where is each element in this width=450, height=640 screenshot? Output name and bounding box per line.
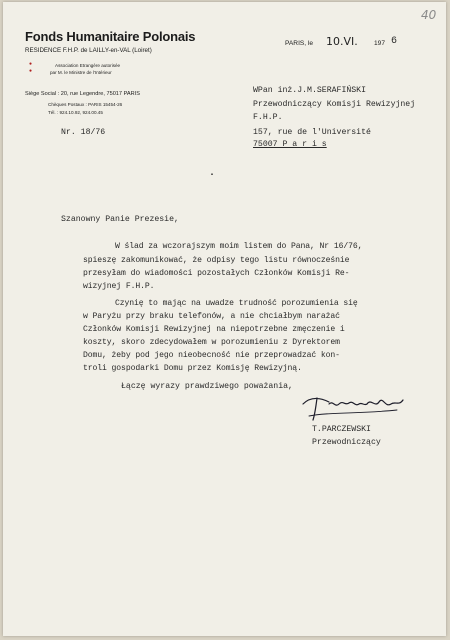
body-line: w Paryżu przy braku telefonów, a nie chciałbym narażać xyxy=(83,312,340,321)
date-year-digit: 6 xyxy=(391,36,398,47)
body-line: Czynię to mając na uwadze trudność porozumienia się xyxy=(115,299,358,308)
body-line: wizyjnej F.H.P. xyxy=(83,282,155,291)
recipient-line-2: Przewodniczący Komisji Rewizyjnej xyxy=(253,100,416,109)
signature xyxy=(299,392,409,422)
body-line: W ślad za wczorajszym moim listem do Pana, Nr 16/76, xyxy=(115,242,363,251)
date-year-prefix: 197 xyxy=(374,40,386,47)
recipient-line-1: WPan inż.J.M.SERAFIŃSKI xyxy=(253,86,367,95)
bullet-icon: ● xyxy=(29,62,33,67)
body-line: Członków Komisji Rewizyjnej na niepotrzebne zmęczenie i xyxy=(83,325,345,334)
signer-name: T.PARCZEWSKI xyxy=(312,425,371,434)
body-line: spieszę zakomunikować, że odpisy tego listu równocześnie xyxy=(83,256,350,265)
closing: Łączę wyrazy prawdziwego poważania, xyxy=(121,382,293,391)
cheques-postaux: Chèques Postaux : PARIS 15454-26 xyxy=(48,102,123,107)
reference-number: Nr. 18/76 xyxy=(61,128,106,137)
bullet-icon: ● xyxy=(29,69,33,74)
recipient-line-5: 75007 P a r i s xyxy=(253,140,327,149)
date-day: 10.VI. xyxy=(326,35,358,48)
body-line: Domu, żeby pod jego nieobecność nie przeprowadzać kon- xyxy=(83,351,340,360)
siege-social: Siège Social : 20, rue Legendre, 75017 PARIS xyxy=(25,91,140,97)
recipient-line-3: F.H.P. xyxy=(253,113,283,122)
residence-line: RESIDENCE F.H.P. de LAILLY-en-VAL (Loiret) xyxy=(25,47,152,54)
body-line: przesyłam do wiadomości pozostałych Członków Komisji Re- xyxy=(83,269,350,278)
recipient-line-4: 157, rue de l'Université xyxy=(253,128,371,137)
org-name: Fonds Humanitaire Polonais xyxy=(25,29,196,44)
letter-page xyxy=(3,2,446,636)
dot-mark: · xyxy=(209,170,216,181)
salutation: Szanowny Panie Prezesie, xyxy=(61,215,179,224)
association-line-2: par M. le Ministre de l'Intérieur xyxy=(50,70,112,75)
signer-title: Przewodniczący xyxy=(312,438,381,447)
telephone: Tél. : 924.10.92, 924.00.45 xyxy=(48,110,103,115)
body-line: troli gospodarki Domu przez Komisję Rewizyjną. xyxy=(83,364,302,373)
pencil-mark: 40 xyxy=(421,8,437,22)
date-place: PARIS, le xyxy=(285,40,314,47)
association-line-1: Association Etrangère autorisée xyxy=(55,63,121,68)
body-line: koszty, skoro zdecydowałem w porozumieniu z Dyrektorem xyxy=(83,338,340,347)
